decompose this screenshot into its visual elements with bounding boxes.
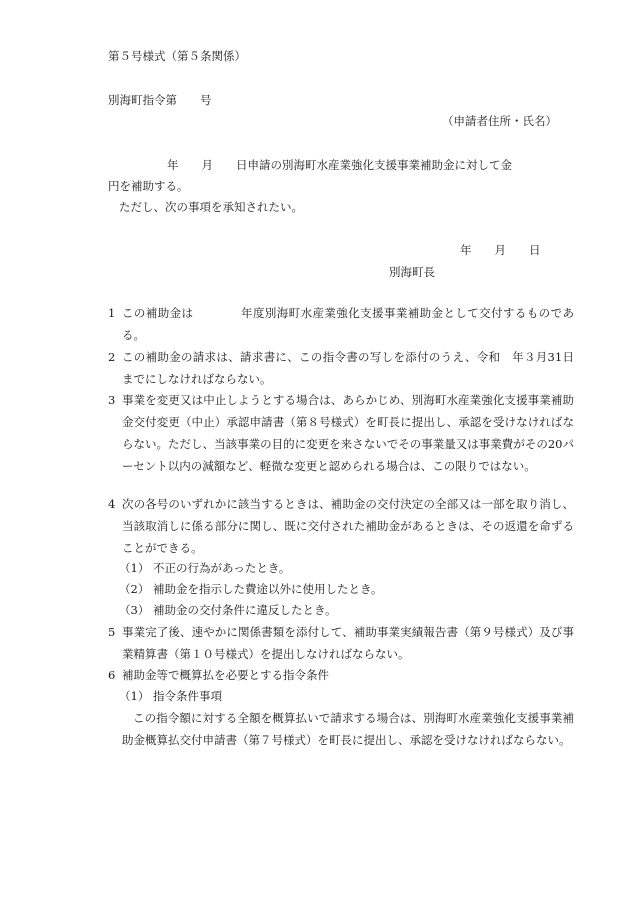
condition-item (108, 389, 574, 477)
condition-number: 1 (108, 306, 116, 320)
sub-item-number: （3） (119, 603, 150, 617)
condition-number: 5 (108, 625, 116, 639)
condition-item (108, 621, 574, 665)
grant-statement-line-2: 円を補助する。 (108, 179, 189, 193)
sub-item-number: （2） (119, 582, 150, 596)
condition-text: 次の各号のいずれかに該当するときは、補助金の交付決定の全部又は一部を取り消し、当該取消しに係る部分に関し、既に交付された補助金があるときは、その返還を命ずることができる。 (122, 497, 574, 555)
sub-item-paragraph: この指令額に対する全額を概算払いで請求する場合は、別海町水産業強化支援事業補助金概算払交付申請書（第７号様式）を町長に提出し、承認を受けなければならない。 (122, 711, 574, 747)
condition-number: 4 (108, 497, 116, 511)
proviso-line: ただし、次の事項を承知されたい。 (119, 200, 303, 214)
condition-item (108, 493, 574, 559)
condition-number: 2 (108, 350, 116, 364)
condition-item (108, 664, 574, 686)
condition-text: この補助金は 年度別海町水産業強化支援事業補助金として交付するものである。 (122, 306, 574, 342)
sub-item-number: （1） (119, 561, 150, 575)
condition-item (108, 346, 574, 390)
sub-item-number: （1） (119, 689, 150, 703)
directive-number: 別海町指令第 号 (108, 93, 212, 107)
sub-item-text: 補助金を指示した費途以外に使用したとき。 (153, 582, 383, 596)
sub-item (119, 685, 222, 707)
sub-item (119, 578, 383, 600)
condition-text: 事業を変更又は中止しようとする場合は、あらかじめ、別海町水産業強化支援事業補助金交付変更（中止）承認申請書（第８号様式）を町長に提出し、承認を受けなければならない。ただし、当該事業の目的に変更を来さないでその事業量又は事業費がその20パーセント以内の減額など、軽微な変更と認められる場合は、この限りではない。 (122, 393, 574, 473)
sub-item-text: 不正の行為があったとき。 (153, 561, 291, 575)
condition-text: 事業完了後、速やかに関係書類を添付して、補助事業実績報告書（第９号様式）及び事業精算書（第１０号様式）を提出しなければならない。 (122, 625, 574, 661)
issuer-title: 別海町長 (389, 265, 435, 279)
condition-text: 補助金等で概算払を必要とする指令条件 (122, 668, 329, 682)
sub-item (119, 599, 337, 621)
sub-item (119, 557, 290, 579)
form-number: 第５号様式（第５条関係） (108, 49, 246, 63)
condition-number: 3 (108, 393, 116, 407)
sub-item-text: 補助金の交付条件に違反したとき。 (153, 603, 337, 617)
condition-number: 6 (108, 668, 116, 682)
grant-statement-line-1: 年 月 日申請の別海町水産業強化支援事業補助金に対して金 (167, 158, 512, 172)
condition-text: この補助金の請求は、請求書に、この指令書の写しを添付のうえ、令和 年３月31日までにしなければならない。 (122, 350, 574, 386)
applicant-name-address: （申請者住所・氏名） (442, 114, 557, 128)
issue-date: 年 月 日 (460, 243, 541, 257)
sub-item-text: 指令条件事項 (153, 689, 222, 703)
condition-item (108, 302, 574, 346)
